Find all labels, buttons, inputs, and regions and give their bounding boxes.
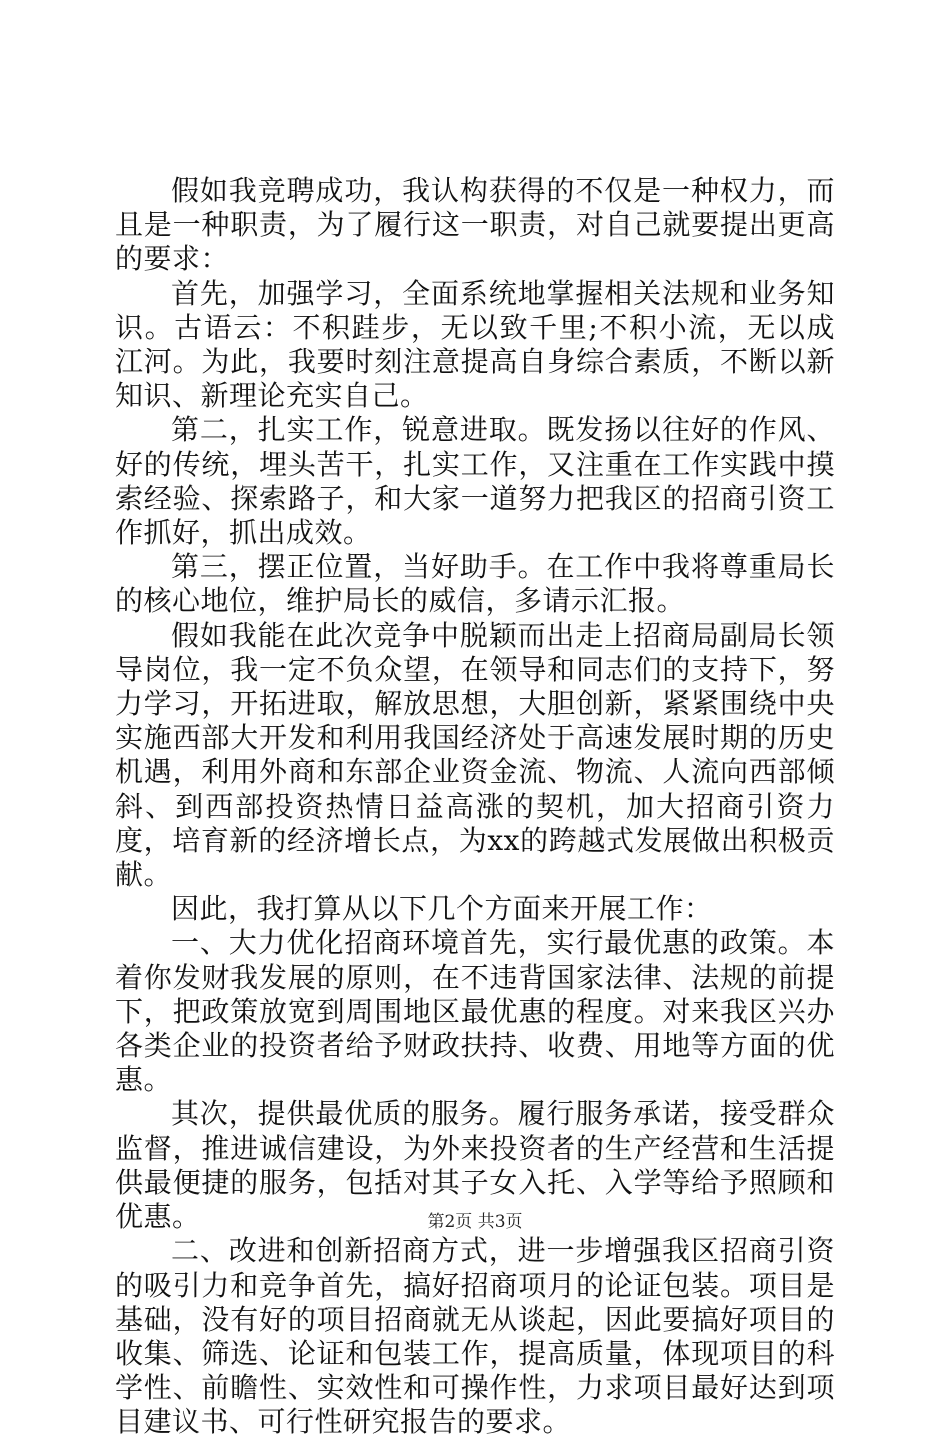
- paragraph-if-selected: 假如我能在此次竞争中脱颖而出走上招商局副局长领导岗位，我一定不负众望，在领导和同志们的支持下，努力学习，开拓进取，解放思想，大胆创新，紧紧围绕中央实施西部大开发和利用我国经济处于高速发展时期的历史机遇，利用外商和东部企业资金流、物流、人流向西部倾斜、到西部投资热情日益高涨的契机，加大招商引资力度，培育新的经济增长点，为xx的跨越式发展做出积极贡献。: [115, 618, 835, 892]
- paragraph-first-study: 首先，加强学习，全面系统地掌握相关法规和业务知识。古语云：不积跬步，无以致千里;不积小流，无以成江河。为此，我要时刻注意提高自身综合素质，不断以新知识、新理论充实自己。: [115, 276, 835, 413]
- paragraph-therefore: 因此，我打算从以下几个方面来开展工作：: [171, 892, 713, 926]
- paragraph-optimize-environment: 一、大力优化招商环境首先，实行最优惠的政策。本着你发财我发展的原则，在不违背国家法律、法规的前提下，把政策放宽到周围地区最优惠的程度。对来我区兴办各类企业的投资者给予财政扶持、收费、用地等方面的优惠。: [115, 926, 835, 1097]
- paragraph-second-work: 第二，扎实工作，锐意进取。既发扬以往好的作风、好的传统，埋头苦干，扎实工作，又注重在工作实践中摸索经验、探索路子，和大家一道努力把我区的招商引资工作抓好，抓出成效。: [115, 413, 835, 550]
- document-body: [115, 174, 835, 1440]
- paragraph-quality-service: 其次，提供最优质的服务。履行服务承诺，接受群众监督，推进诚信建设，为外来投资者的生产经营和生活提供最便捷的服务，包括对其子女入托、入学等给予照顾和优惠。: [115, 1097, 835, 1234]
- paragraph-competition-success: 假如我竞聘成功，我认构获得的不仅是一种权力，而且是一种职责，为了履行这一职责，对自己就要提出更高的要求：: [115, 174, 835, 276]
- page-number-footer: 第2页 共3页: [427, 1212, 523, 1232]
- paragraph-third-position: 第三，摆正位置，当好助手。在工作中我将尊重局长的核心地位，维护局长的威信，多请示汇报。: [115, 550, 835, 618]
- paragraph-improve-methods: 二、改进和创新招商方式，进一步增强我区招商引资的吸引力和竞争首先，搞好招商项月的论证包装。项目是基础，没有好的项目招商就无从谈起，因此要搞好项目的收集、筛选、论证和包装工作，提高质量，体现项目的科学性、前瞻性、实效性和可操作性，力求项目最好达到项目建议书、可行性研究报告的要求。: [115, 1234, 835, 1439]
